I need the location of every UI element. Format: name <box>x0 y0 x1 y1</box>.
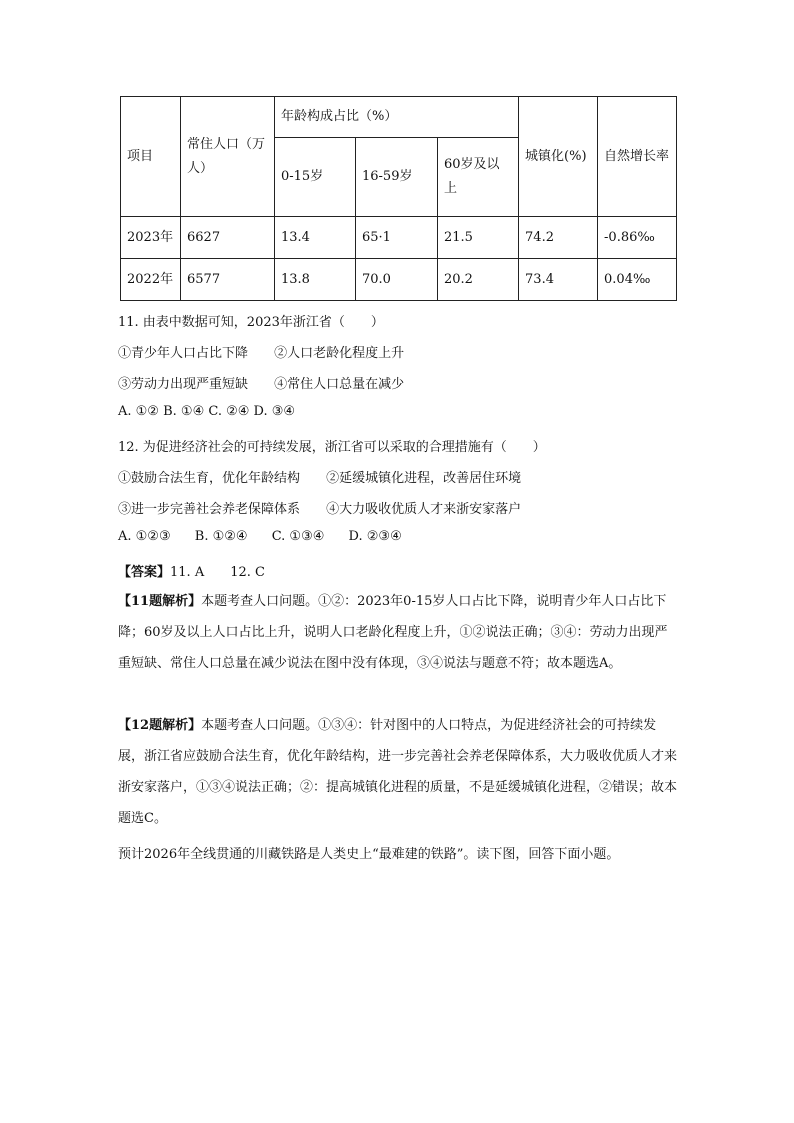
table-row <box>121 259 677 301</box>
q12-options-row1 <box>118 467 521 486</box>
q11-choices: A. ①② B. ①④ C. ②④ D. ③④ <box>118 404 296 419</box>
answer-label: 【答案】 <box>118 565 171 580</box>
analysis-12-text: 本题考查人口问题。①③④：针对图中的人口特点，为促进经济社会的可持续发展，浙江省应鼓励合法生育，优化年龄结构，进一步完善社会养老保障体系，大力吸收优质人才来浙安家落户，①③④说法正确；②：提高城镇化进程的质量，不是延缓城镇化进程，②错误；故本题选C。 <box>118 718 678 826</box>
header-urbanization: 城镇化(%) <box>519 97 598 217</box>
cell-age-16-59: 70.0 <box>356 259 438 301</box>
cell-urbanization: 74.2 <box>519 217 598 259</box>
cell-urbanization: 73.4 <box>519 259 598 301</box>
q12-choice-c: C. ①③④ <box>271 529 325 544</box>
cell-natural-growth: -0.86‰ <box>598 217 677 259</box>
header-natural-growth: 自然增长率 <box>598 97 677 217</box>
q11-option-2: ②人口老龄化程度上升 <box>274 346 405 361</box>
q12-choices <box>118 529 402 544</box>
q11-options-row2 <box>118 373 404 392</box>
answer-line <box>118 561 265 580</box>
cell-age-0-15: 13.8 <box>275 259 356 301</box>
cell-population: 6577 <box>181 259 275 301</box>
cell-age-16-59: 65·1 <box>356 217 438 259</box>
cell-age-60-plus: 20.2 <box>438 259 519 301</box>
table-row <box>121 217 677 259</box>
q12-stem: 12. 为促进经济社会的可持续发展，浙江省可以采取的合理措施有（ ） <box>118 440 546 455</box>
q11-stem: 11. 由表中数据可知，2023年浙江省（ ） <box>118 315 384 330</box>
cell-age-60-plus: 21.5 <box>438 217 519 259</box>
analysis-11-text: 本题考查人口问题。①②：2023年0-15岁人口占比下降，说明青少年人口占比下降；60岁及以上人口占比上升，说明人口老龄化程度上升，①②说法正确；③④：劳动力出现严重短缺、常住人口总量在减少说法在图中没有体现，③④说法与题意不符；故本题选A。 <box>118 594 668 671</box>
analysis-11-label: 【11题解析】 <box>118 594 202 609</box>
q12-option-4: ④大力吸收优质人才来浙安家落户 <box>326 502 522 517</box>
population-table <box>120 96 677 301</box>
analysis-12-label: 【12题解析】 <box>118 718 202 733</box>
cell-age-0-15: 13.4 <box>275 217 356 259</box>
q11-option-4: ④常住人口总量在减少 <box>274 377 405 392</box>
cell-year: 2022年 <box>121 259 181 301</box>
cell-natural-growth: 0.04‰ <box>598 259 677 301</box>
header-age-60-plus: 60岁及以上 <box>438 138 519 217</box>
analysis-11 <box>118 586 678 679</box>
q11-options-row1 <box>118 342 404 361</box>
q12-option-2: ②延缓城镇化进程，改善居住环境 <box>326 471 522 486</box>
q12-option-3: ③进一步完善社会养老保障体系 <box>118 502 301 517</box>
cell-population: 6627 <box>181 217 275 259</box>
header-age-structure: 年龄构成占比（%） <box>275 97 519 138</box>
q11-option-3: ③劳动力出现严重短缺 <box>118 377 249 392</box>
intro-line: 预计2026年全线贯通的川藏铁路是人类史上“最难建的铁路”。读下图，回答下面小题。 <box>118 847 620 862</box>
q12-options-row2 <box>118 498 521 517</box>
header-item: 项目 <box>121 97 181 217</box>
q12-choice-a: A. ①②③ <box>118 529 171 544</box>
header-age-16-59: 16-59岁 <box>356 138 438 217</box>
q12-choice-d: D. ②③④ <box>348 529 402 544</box>
cell-year: 2023年 <box>121 217 181 259</box>
analysis-12 <box>118 710 678 834</box>
q11-option-1: ①青少年人口占比下降 <box>118 346 249 361</box>
q12-option-1: ①鼓励合法生育，优化年龄结构 <box>118 471 301 486</box>
header-age-0-15: 0-15岁 <box>275 138 356 217</box>
header-population: 常住人口（万人） <box>181 97 275 217</box>
answer-text: 11. A 12. C <box>170 565 265 580</box>
q12-choice-b: B. ①②④ <box>194 529 248 544</box>
